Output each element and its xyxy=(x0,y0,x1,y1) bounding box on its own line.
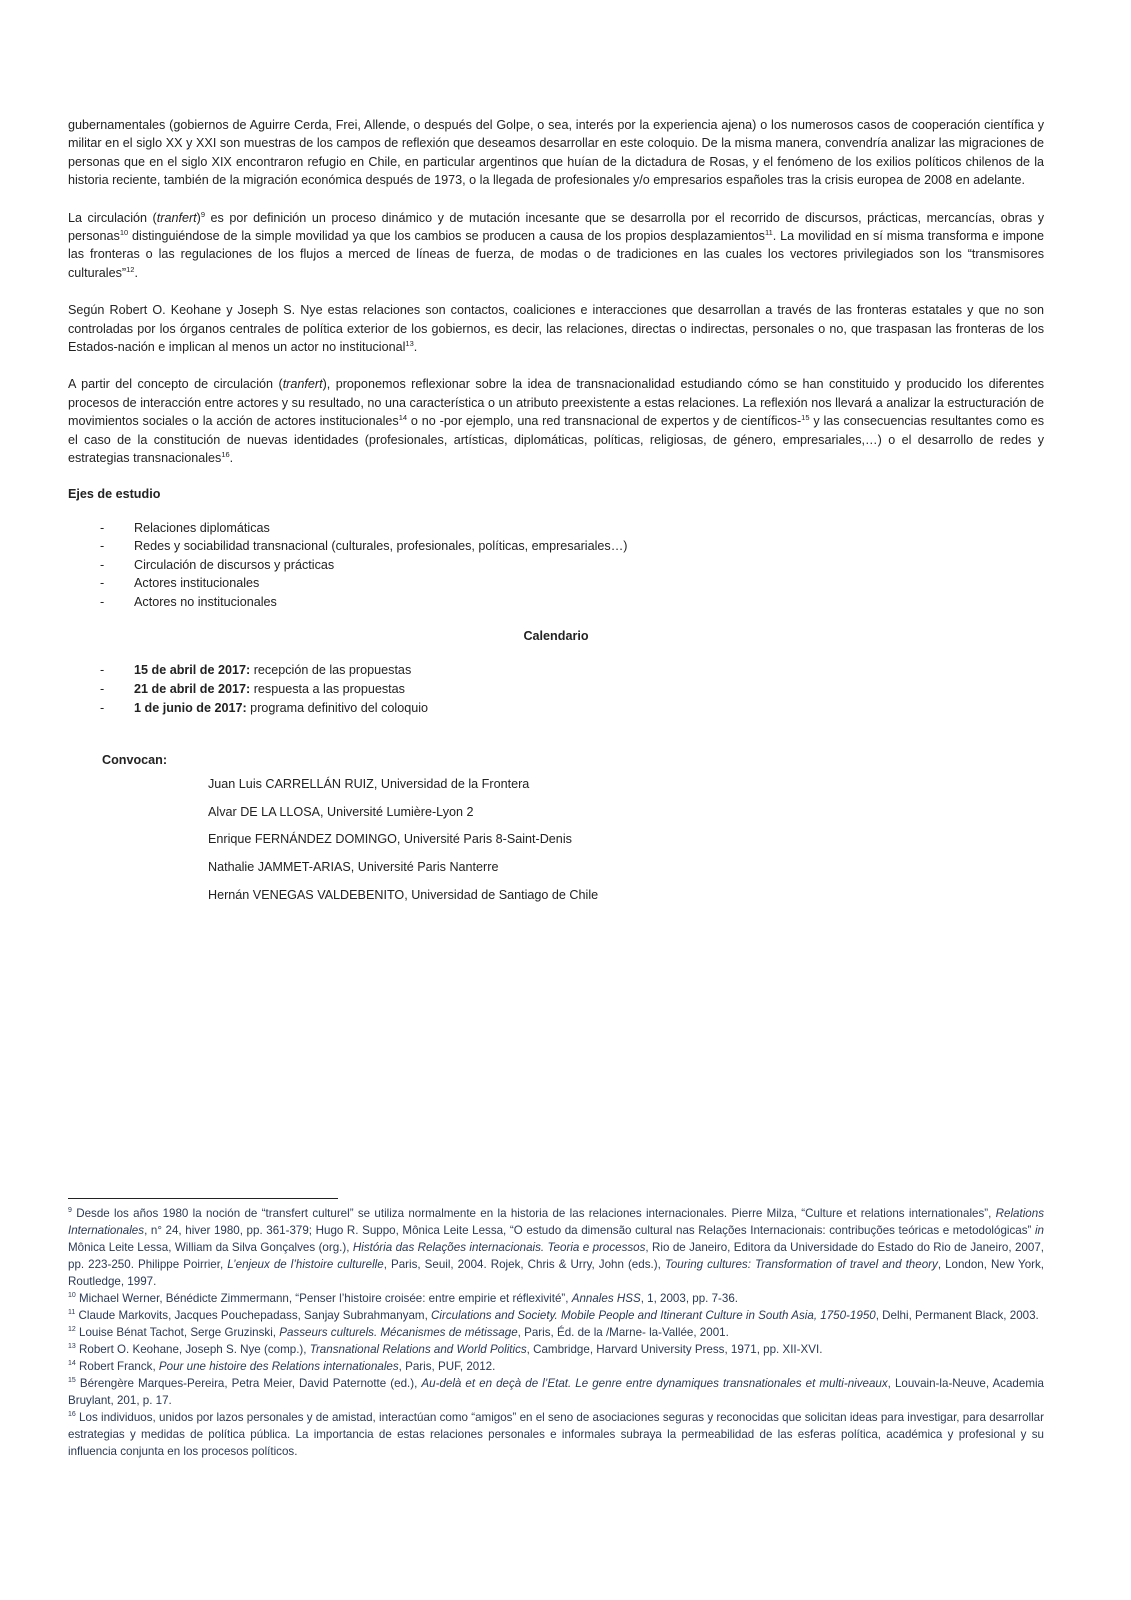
calendar-date: 1 de junio de 2017: xyxy=(134,700,247,715)
footnote-separator xyxy=(68,1198,338,1199)
footnote-9 xyxy=(68,1205,1044,1290)
text-run: distinguiéndose de la simple movilidad ya que los cambios se producen a causa de los propios desplazamientos xyxy=(128,229,765,244)
calendar-text: programa definitivo del coloquio xyxy=(246,700,429,715)
text-run-italic: História das Relações internacionais. Teoria e processos xyxy=(352,1241,646,1254)
footnote-11 xyxy=(68,1307,1044,1324)
footnote-ref-11[interactable]: 11 xyxy=(764,227,773,237)
footnote-16 xyxy=(68,1409,1044,1460)
text-run: Louise Bénat Tachot, Serge Gruzinski, xyxy=(75,1326,280,1339)
text-run: ) xyxy=(196,210,201,225)
text-run: La circulación ( xyxy=(68,210,157,225)
footnote-number: 10 xyxy=(68,1292,76,1300)
convocante: Nathalie JAMMET-ARIAS, Université Paris Nanterre xyxy=(208,860,499,875)
footnote-number: 15 xyxy=(68,1377,76,1385)
text-run-italic: Pour une histoire des Relations internationales xyxy=(158,1360,399,1373)
text-run: , Cambridge, Harvard University Press, 1971, pp. XII-XVI. xyxy=(526,1343,823,1356)
calendario-list xyxy=(68,661,1044,717)
text-run-italic: Relations Internationales xyxy=(68,1207,1044,1237)
text-run: Según Robert O. Keohane y Joseph S. Nye estas relaciones son contactos, coaliciones e interacciones que desarrollan a través de las fronteras estatales y que no son controladas por los órganos centrales de política exterior de los gobiernos, es decir, las relaciones, directas o indirectas, personales o no, que traspasan las fronteras de los Estados-nación e implican al menos un actor no institucional xyxy=(68,303,1044,355)
paragraph-2 xyxy=(68,209,1044,283)
footnote-10 xyxy=(68,1290,1044,1307)
text-run-italic: Annales HSS xyxy=(571,1292,641,1305)
footnote-number: 11 xyxy=(68,1309,76,1317)
text-run: Claude Markovits, Jacques Pouchepadass, Sanjay Subrahmanyam, xyxy=(75,1309,432,1322)
list-item: - Actores institucionales xyxy=(68,574,1044,593)
convocante: Enrique FERNÁNDEZ DOMINGO, Université Paris 8-Saint-Denis xyxy=(208,832,572,847)
text-run: Robert O. Keohane, Joseph S. Nye (comp.), xyxy=(75,1343,310,1356)
convocante: Alvar DE LA LLOSA, Université Lumière-Lyon 2 xyxy=(208,804,474,819)
footnotes xyxy=(68,1205,1044,1460)
text-run: . La movilidad en sí misma transforma e impone las fronteras o las regulaciones de los flujos a merced de líneas de fuerza, de modas o de tradiciones en las cuales los vectores privilegiados son los “transmisores culturales” xyxy=(68,229,1044,280)
text-run: , n° 24, hiver 1980, pp. 361-379; Hugo R. Suppo, Mônica Leite Lessa, “O estudo da dimensão cultural nas Relações Internacionais: contribuções teóricas e metodológicas” xyxy=(144,1224,1035,1237)
calendar-date: 15 de abril de 2017: xyxy=(134,663,251,678)
list-item: - Circulación de discursos y prácticas xyxy=(68,556,1044,575)
convocan-heading: Convocan: xyxy=(102,753,168,768)
text-run: , Paris, Seuil, 2004. Rojek, Chris & Urry, John (eds.), xyxy=(383,1258,665,1271)
text-run-italic: Touring cultures: Transformation of travel and theory xyxy=(664,1258,938,1271)
text-run: Los individuos, unidos por lazos personales y de amistad, interactúan como “amigos” en el seno de asociaciones seguras y reconocidas que solicitan ideas para investigar, para desarrollar estrategias y medidas de política pública. La importancia de estas relaciones personales e informales subraya la permeabilidad de las esferas política, académica y profesional y su influencia conjunta en los procesos políticos. xyxy=(68,1411,1044,1458)
text-run: Bérengère Marques-Pereira, Petra Meier, David Paternotte (ed.), xyxy=(75,1377,422,1390)
text-run-italic: Transnational Relations and World Politics xyxy=(309,1343,527,1356)
text-run-italic: Au-delà et en deçà de l’Etat. Le genre entre dynamiques transnationales et multi-niveaux xyxy=(421,1377,888,1390)
text-run: es por definición un proceso dinámico y de mutación incesante que se desarrolla por el recorrido de discursos, prácticas, mercancías, obras y personas xyxy=(68,210,1044,244)
text-run: Desde los años 1980 la noción de “transfert culturel” se utiliza normalmente en la historia de las relaciones internacionales. Pierre Milza, “Culture et relations internationales”, xyxy=(71,1207,996,1220)
text-run: Michael Werner, Bénédicte Zimmermann, “Penser l’histoire croisée: entre empirie et réflexivité”, xyxy=(75,1292,572,1305)
text-run-italic: Passeurs culturels. Mécanismes de métissage xyxy=(279,1326,518,1339)
footnote-ref-12[interactable]: 12 xyxy=(126,264,135,274)
footnote-ref-16[interactable]: 16 xyxy=(221,449,230,459)
text-run: , 1, 2003, pp. 7-36. xyxy=(640,1292,739,1305)
calendario-heading: Calendario xyxy=(523,629,589,644)
text-run: . xyxy=(229,451,234,466)
footnote-14 xyxy=(68,1358,1044,1375)
text-run: , Delhi, Permanent Black, 2003. xyxy=(875,1309,1039,1322)
footnote-ref-10[interactable]: 10 xyxy=(119,227,129,237)
list-item: - Redes y sociabilidad transnacional (culturales, profesionales, políticas, empresariales…) xyxy=(68,537,1044,556)
text-run-italic: in xyxy=(1034,1224,1044,1237)
text-run: . xyxy=(413,340,418,355)
paragraph-1: gubernamentales (gobiernos de Aguirre Cerda, Frei, Allende, o después del Golpe, o sea, interés por la experiencia ajena) o los numerosos casos de cooperación científica y militar en el siglo XX y XXI son muestras de los campos de reflexión que deseamos desarrollar en este coloquio. De la misma manera, convendría analizar las migraciones de personas que en el siglo XIX encontraron refugio en Chile, en particular argentinos que huían de la dictadura de Rosas, y el fenómeno de los exilios políticos chilenos de la historia reciente, también de la migración económica después de 1973, o la llegada de profesionales y/o empresarios españoles tras la crisis europea de 2008 en adelante. xyxy=(68,118,1044,188)
list-item: - Relaciones diplomáticas xyxy=(68,519,1044,538)
footnote-number: 9 xyxy=(68,1207,72,1215)
text-run: Mônica Leite Lessa, William da Silva Gonçalves (org.), xyxy=(68,1241,353,1254)
text-run-italic: L’enjeux de l’histoire culturelle xyxy=(227,1258,384,1271)
paragraph-3 xyxy=(68,301,1044,356)
text-run: . xyxy=(134,265,138,280)
convocante: Hernán VENEGAS VALDEBENITO, Universidad de Santiago de Chile xyxy=(208,887,599,902)
footnote-12 xyxy=(68,1324,1044,1341)
convocante: Juan Luis CARRELLÁN RUIZ, Universidad de la Frontera xyxy=(208,777,530,792)
footnote-ref-13[interactable]: 13 xyxy=(405,338,414,348)
text-run: , Paris, Éd. de la /Marne- la-Vallée, 2001. xyxy=(517,1326,729,1339)
text-run-italic: Circulations and Society. Mobile People and Itinerant Culture in South Asia, 1750-1950 xyxy=(431,1309,876,1322)
convocan-section xyxy=(102,753,1044,903)
text-run: , Louvain-la-Neuve, Academia Bruylant, 201, p. 17. xyxy=(68,1377,1045,1407)
footnote-ref-14[interactable]: 14 xyxy=(398,413,408,423)
footnote-number: 16 xyxy=(68,1411,76,1419)
text-run: , Rio de Janeiro, Editora da Universidade do Estado do Rio de Janeiro, 2007, pp. 223-250. Philippe Poirrier, xyxy=(68,1241,1045,1271)
text-run: y las consecuencias resultantes como es el caso de la constitución de nuevas identidades (profesionales, artísticas, diplomáticas, políticas, religiosas, de género, empresariales,…) o el desarrollo de redes y estrategias transnacionales xyxy=(68,414,1044,466)
footnote-ref-9[interactable]: 9 xyxy=(200,209,206,219)
footnote-13 xyxy=(68,1341,1044,1358)
document-page xyxy=(68,116,1044,913)
paragraph-4 xyxy=(68,375,1044,467)
list-item: - Actores no institucionales xyxy=(68,593,1044,612)
text-run: ), proponemos reflexionar sobre la idea de transnacionalidad estudiando cómo se han constituido y producido los diferentes procesos de interacción entre actores y su resultado, no una característica o un atributo preexistente a estas relaciones. La reflexión nos llevará a analizar la estructuración de movimientos sociales o la acción de actores institucionales xyxy=(68,377,1044,429)
text-run: Robert Franck, xyxy=(75,1360,159,1373)
footnote-number: 14 xyxy=(68,1360,76,1368)
footnote-number: 13 xyxy=(68,1343,76,1351)
list-item xyxy=(68,661,1044,680)
convocan-list xyxy=(208,775,1044,903)
calendar-text: recepción de las propuestas xyxy=(250,663,412,678)
ejes-heading: Ejes de estudio xyxy=(68,486,161,501)
text-run: , London, New York, Routledge, 1997. xyxy=(68,1258,1045,1288)
footnote-15 xyxy=(68,1375,1044,1409)
list-item xyxy=(68,680,1044,699)
text-run: o no -por ejemplo, una red transnacional de expertos y de científicos- xyxy=(407,414,802,429)
calendar-date: 21 de abril de 2017: xyxy=(134,682,251,697)
text-run: A partir del concepto de circulación ( xyxy=(68,377,283,392)
text-run: , Paris, PUF, 2012. xyxy=(398,1360,496,1373)
footnote-ref-15[interactable]: 15 xyxy=(801,413,810,423)
footnote-number: 12 xyxy=(68,1326,76,1334)
text-run-italic: tranfert xyxy=(282,377,323,392)
text-run-italic: tranfert xyxy=(156,210,197,225)
calendar-text: respuesta a las propuestas xyxy=(250,682,405,697)
ejes-list xyxy=(68,519,1044,612)
list-item xyxy=(68,699,1044,718)
